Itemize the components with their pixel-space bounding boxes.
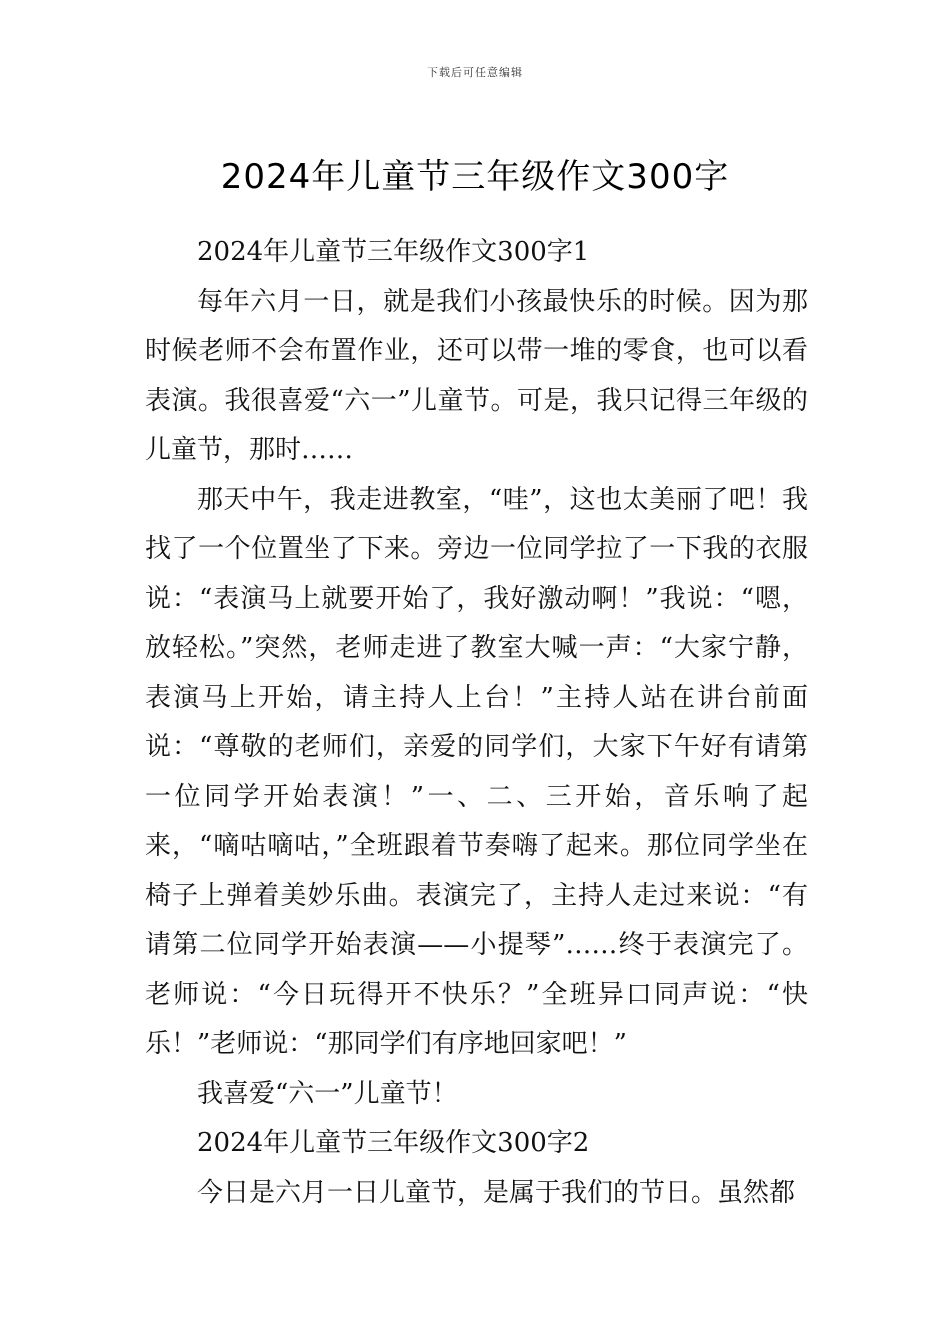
body-paragraph: 每年六月一日，就是我们小孩最快乐的时候。因为那时候老师不会布置作业，还可以带一堆的零食，也可以看表演。我很喜爱“六一”儿童节。可是，我只记得三年级的儿童节，那时…… [145,286,808,465]
header-note: 下载后可任意编辑 [427,66,523,79]
essay-heading-1: 2024年儿童节三年级作文300字1 [197,237,590,267]
body-paragraph: 我喜爱“六一”儿童节！ [197,1078,458,1109]
document-body [145,228,808,1218]
body-paragraph: 今日是六月一日儿童节，是属于我们的节日。虽然都 [197,1177,796,1208]
essay-heading-2: 2024年儿童节三年级作文300字2 [197,1128,590,1158]
document-title: 2024年儿童节三年级作文300字 [220,156,730,197]
body-paragraph: 那天中午，我走进教室，“哇”，这也太美丽了吧！我找了一个位置坐了下来。旁边一位同学拉了一下我的衣服说：“表演马上就要开始了，我好激动啊！”我说：“嗯，放轻松。”突然，老师走进了教室大喊一声：“大家宁静，表演马上开始，请主持人上台！”主持人站在讲台前面说：“尊敬的老师们，亲爱的同学们，大家下午好有请第一位同学开始表演！”一、二、三开始，音乐响了起来，“嘀咕嘀咕，”全班跟着节奏嗨了起来。那位同学坐在椅子上弹着美妙乐曲。表演完了，主持人走过来说：“有请第二位同学开始表演——小提琴”……终于表演完了。老师说：“今日玩得开不快乐？”全班异口同声说：“快乐！”老师说：“那同学们有序地回家吧！” [145,484,808,1059]
